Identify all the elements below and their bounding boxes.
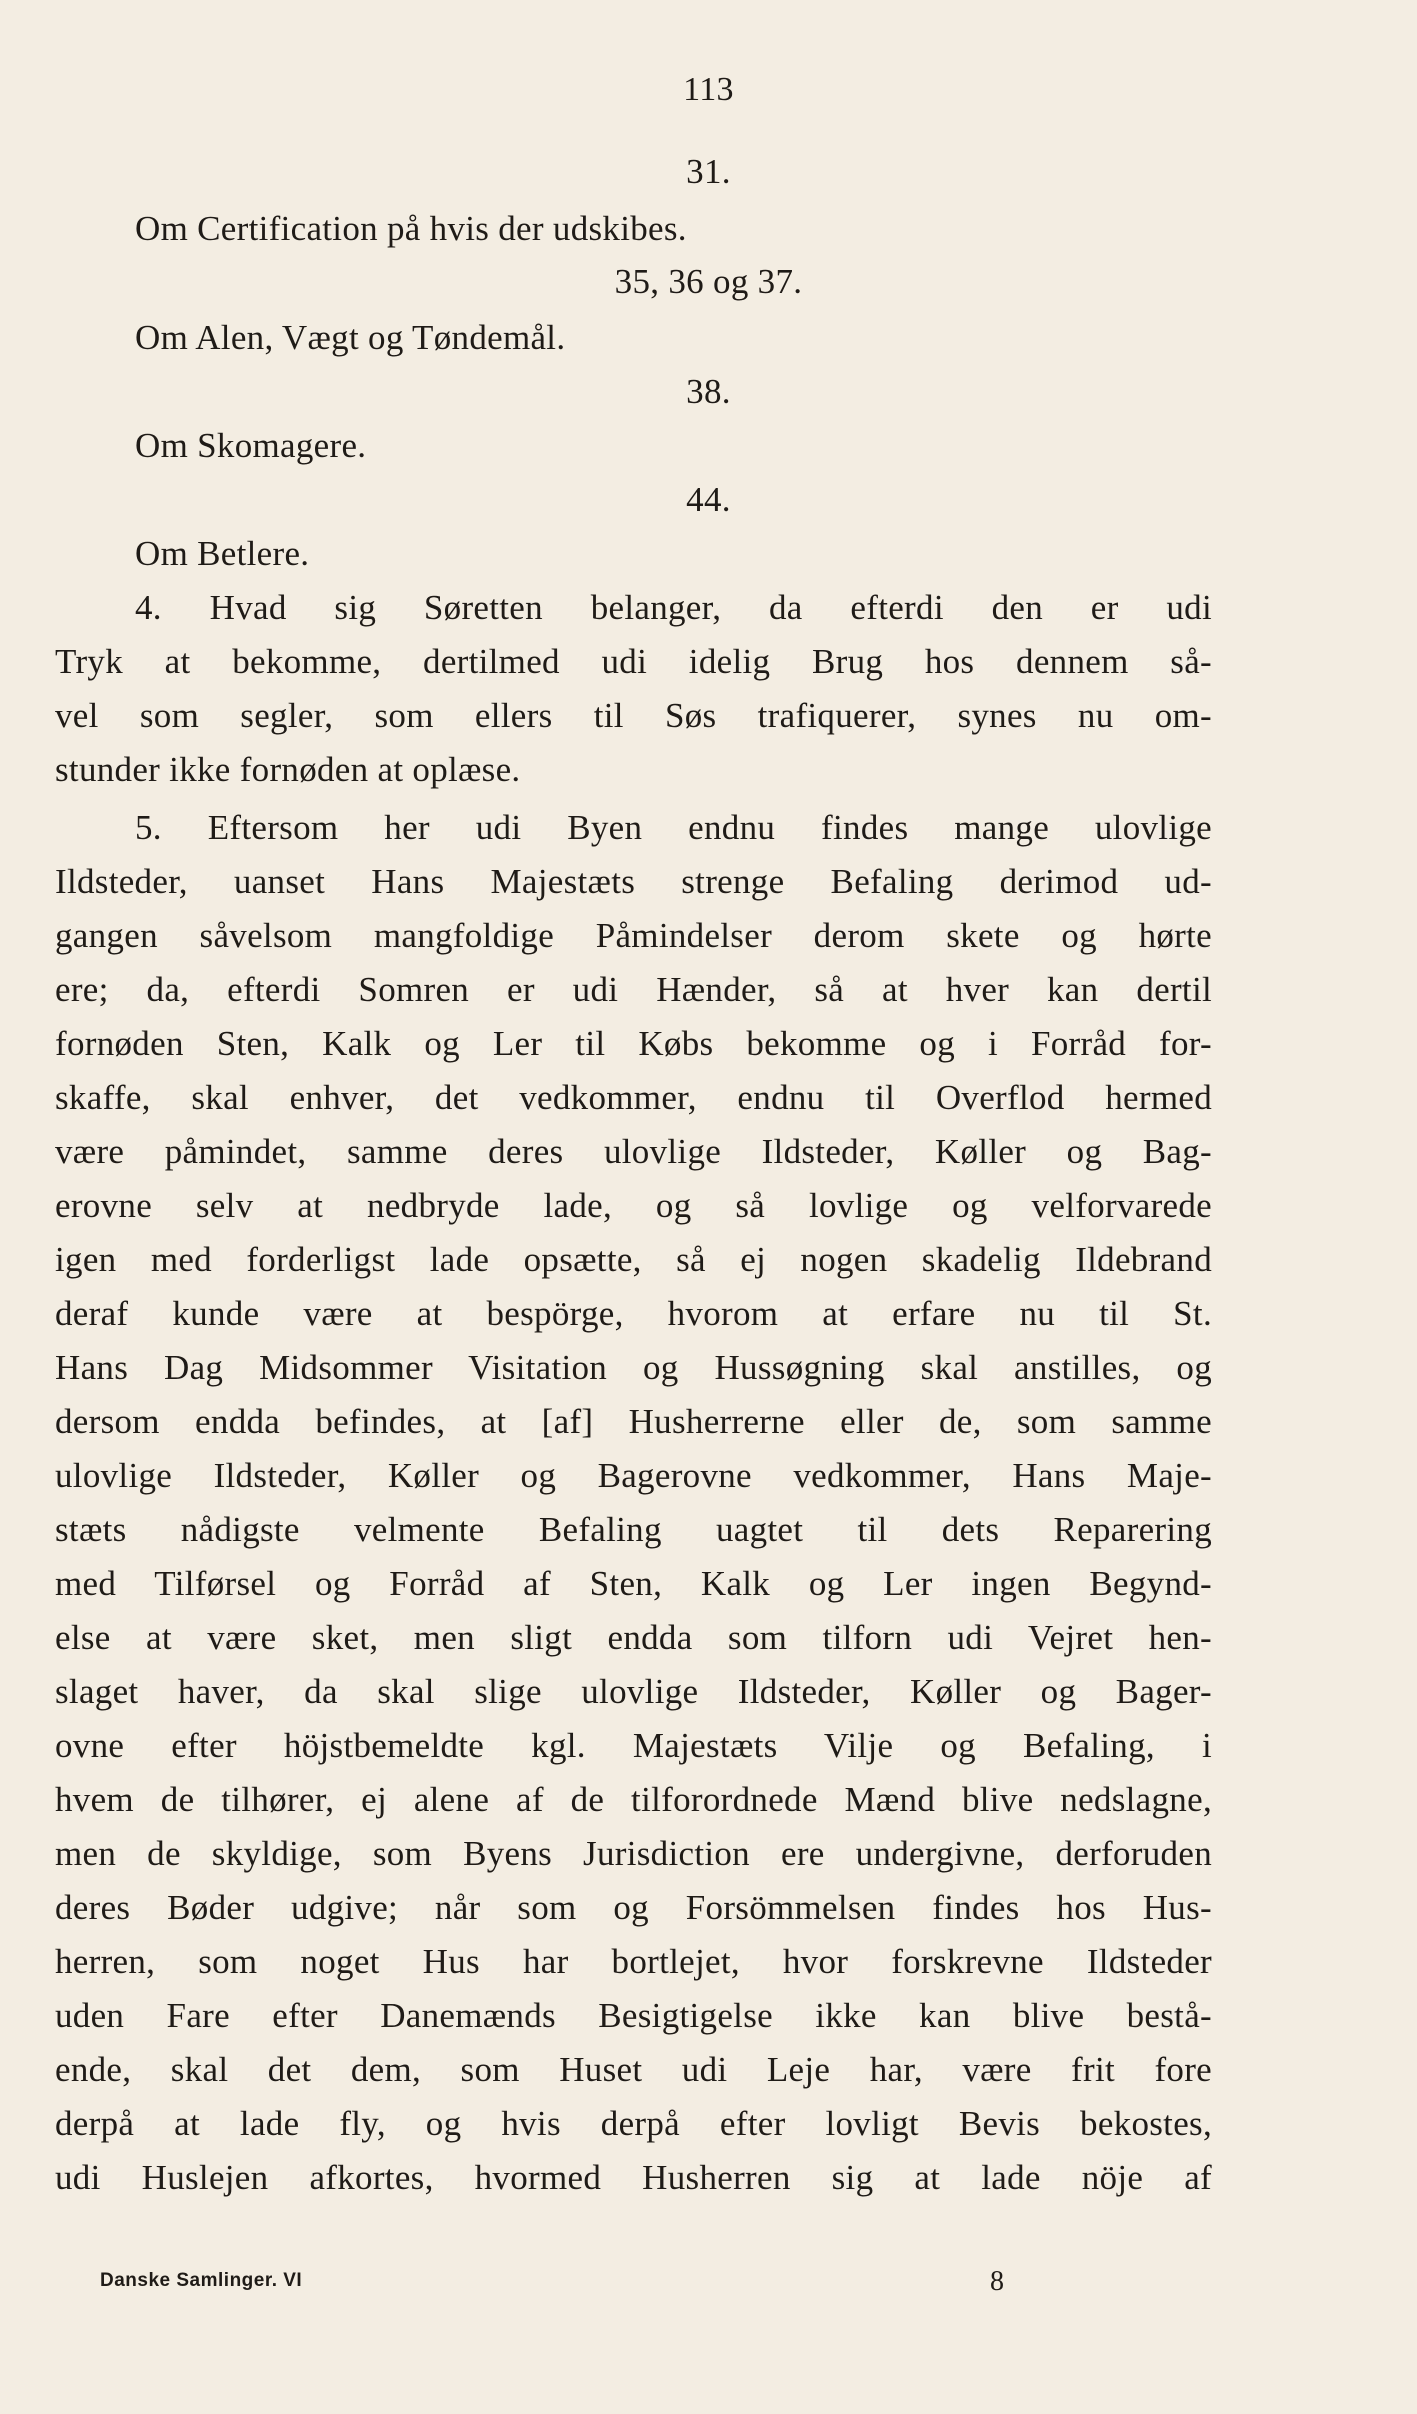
- paragraph-line: deraf kunde være at bespörge, hvorom at erfare nu til St.: [55, 1294, 1212, 1333]
- paragraph-line: ere; da, efterdi Somren er udi Hænder, så at hver kan dertil: [55, 970, 1212, 1009]
- paragraph-line: 5. Eftersom her udi Byen endnu findes mange ulovlige: [135, 808, 1212, 847]
- section-number: 31.: [686, 152, 731, 191]
- paragraph-line: gangen såvelsom mangfoldige Påmindelser derom skete og hørte: [55, 916, 1212, 955]
- paragraph-line: men de skyldige, som Byens Jurisdiction ere undergivne, derforuden: [55, 1834, 1212, 1873]
- paragraph-line: else at være sket, men sligt endda som tilforn udi Vejret hen-: [55, 1618, 1212, 1657]
- paragraph-line: ende, skal det dem, som Huset udi Leje har, være frit fore: [55, 2050, 1212, 2089]
- paragraph-line: være påmindet, samme deres ulovlige Ildsteder, Køller og Bag-: [55, 1132, 1212, 1171]
- paragraph-line: deres Bøder udgive; når som og Forsömmelsen findes hos Hus-: [55, 1888, 1212, 1927]
- paragraph-line: igen med forderligst lade opsætte, så ej nogen skadelig Ildebrand: [55, 1240, 1212, 1279]
- paragraph-line: skaffe, skal enhver, det vedkommer, endnu til Overflod hermed: [55, 1078, 1212, 1117]
- paragraph-line: Ildsteder, uanset Hans Majestæts strenge Befaling derimod ud-: [55, 862, 1212, 901]
- section-heading: Om Skomagere.: [135, 426, 367, 465]
- paragraph-line: vel som segler, som ellers til Søs trafiquerer, synes nu om-: [55, 696, 1212, 735]
- section-heading: Om Alen, Vægt og Tøndemål.: [135, 318, 566, 357]
- paragraph-line: hvem de tilhører, ej alene af de tilforordnede Mænd blive nedslagne,: [55, 1780, 1212, 1819]
- paragraph-line: uden Fare efter Danemænds Besigtigelse ikke kan blive bestå-: [55, 1996, 1212, 2035]
- paragraph-line: Hans Dag Midsommer Visitation og Hussøgning skal anstilles, og: [55, 1348, 1212, 1387]
- page-number: 113: [683, 71, 734, 108]
- paragraph-line: fornøden Sten, Kalk og Ler til Købs bekomme og i Forråd for-: [55, 1024, 1212, 1063]
- paragraph-line: erovne selv at nedbryde lade, og så lovlige og velforvarede: [55, 1186, 1212, 1225]
- signature-line: Danske Samlinger. VI: [100, 2270, 303, 2291]
- paragraph-line: herren, som noget Hus har bortlejet, hvor forskrevne Ildsteder: [55, 1942, 1212, 1981]
- paragraph-line: ulovlige Ildsteder, Køller og Bagerovne vedkommer, Hans Maje-: [55, 1456, 1212, 1495]
- paragraph-line: derpå at lade fly, og hvis derpå efter lovligt Bevis bekostes,: [55, 2104, 1212, 2143]
- paragraph-line: med Tilførsel og Forråd af Sten, Kalk og Ler ingen Begynd-: [55, 1564, 1212, 1603]
- paragraph-line: stunder ikke fornøden at oplæse.: [55, 750, 521, 789]
- section-heading: Om Certification på hvis der udskibes.: [135, 209, 687, 248]
- section-number: 38.: [686, 372, 731, 411]
- paragraph-line: Tryk at bekomme, dertilmed udi idelig Brug hos dennem så-: [55, 642, 1212, 681]
- paragraph-line: stæts nådigste velmente Befaling uagtet til dets Reparering: [55, 1510, 1212, 1549]
- sheet-number: 8: [990, 2266, 1004, 2297]
- paragraph-line: ovne efter höjstbemeldte kgl. Majestæts Vilje og Befaling, i: [55, 1726, 1212, 1765]
- paragraph-line: 4. Hvad sig Søretten belanger, da efterdi den er udi: [135, 588, 1212, 627]
- section-number: 44.: [686, 480, 731, 519]
- paragraph-line: slaget haver, da skal slige ulovlige Ildsteder, Køller og Bager-: [55, 1672, 1212, 1711]
- section-heading: Om Betlere.: [135, 534, 310, 573]
- paragraph-line: dersom endda befindes, at [af] Husherrerne eller de, som samme: [55, 1402, 1212, 1441]
- paragraph-line: udi Huslejen afkortes, hvormed Husherren sig at lade nöje af: [55, 2158, 1212, 2197]
- section-number: 35, 36 og 37.: [614, 262, 803, 301]
